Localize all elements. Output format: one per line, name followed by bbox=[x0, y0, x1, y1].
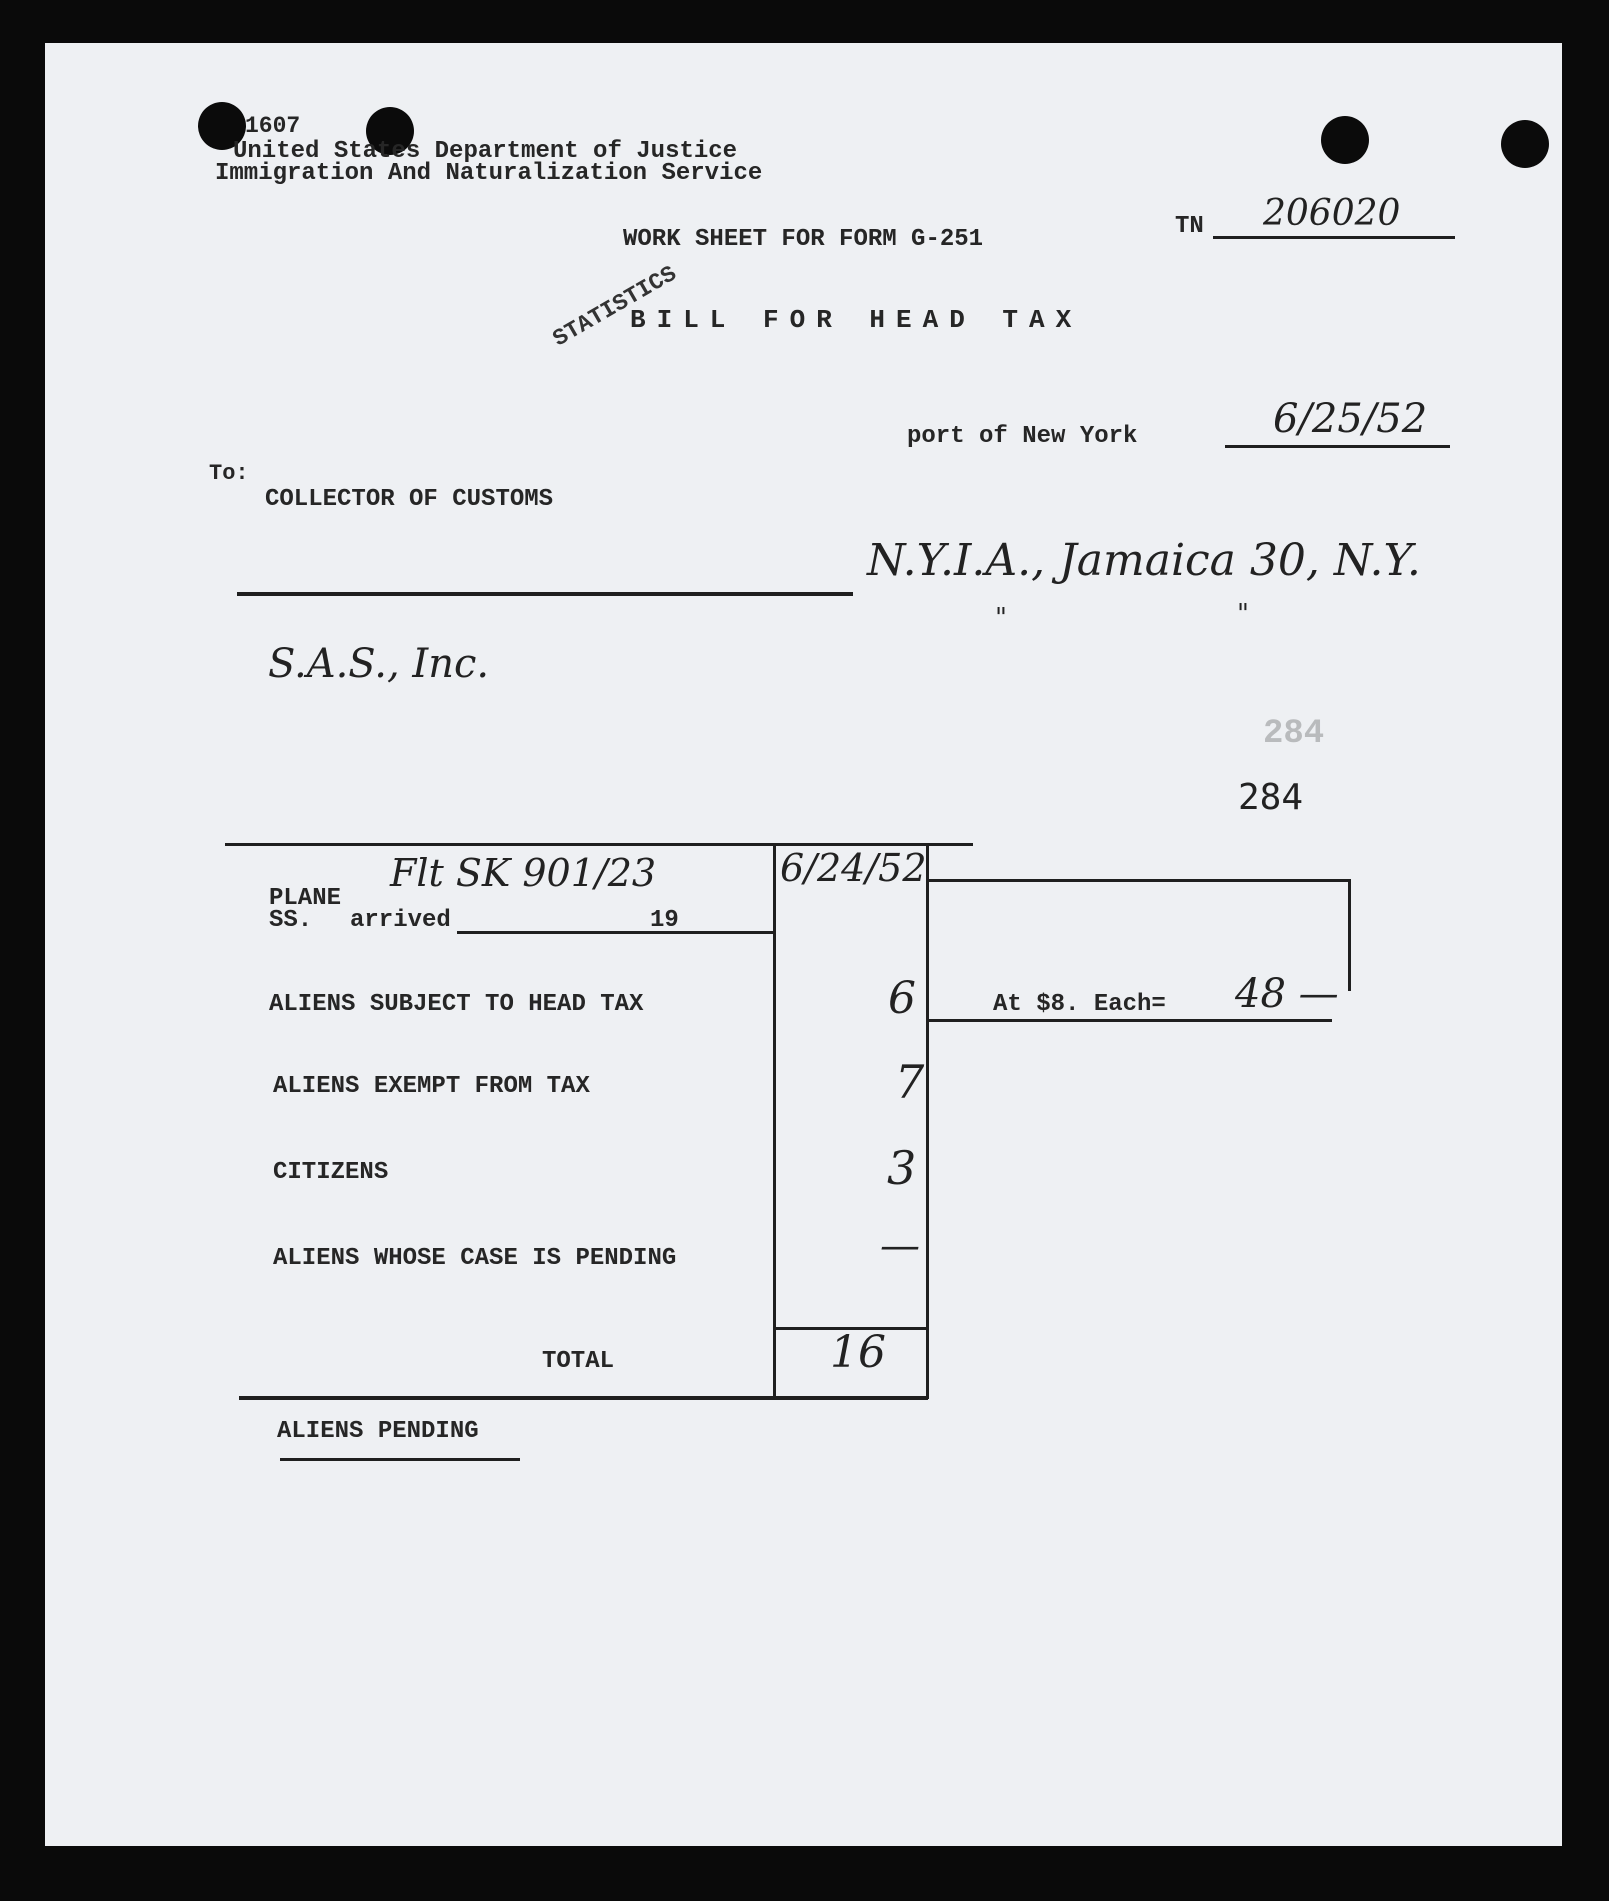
punch-hole-4 bbox=[1501, 120, 1549, 168]
agency-line-1: United States Department of Justice bbox=[233, 138, 738, 165]
port-date-underline bbox=[1225, 445, 1450, 448]
address-underline bbox=[237, 592, 853, 596]
year-prefix: 19 bbox=[650, 907, 679, 934]
collector-of-customs: COLLECTOR OF CUSTOMS bbox=[265, 486, 554, 513]
stamped-number: 284 bbox=[1238, 777, 1304, 818]
worksheet-title: WORK SHEET FOR FORM G-251 bbox=[623, 226, 984, 253]
rate-label: At $8. Each= bbox=[993, 991, 1166, 1018]
to-label: To: bbox=[209, 461, 249, 486]
row-label-pending: ALIENS WHOSE CASE IS PENDING bbox=[273, 1245, 677, 1272]
faint-stamped-number: 284 bbox=[1263, 715, 1325, 753]
ditto-mark-1: " bbox=[995, 603, 1007, 633]
total-value-handwritten: 16 bbox=[830, 1327, 886, 1378]
tn-number-handwritten: 206020 bbox=[1263, 193, 1401, 234]
row-value-citizens: 3 bbox=[887, 1141, 917, 1195]
tn-underline bbox=[1213, 236, 1455, 239]
arrived-underline bbox=[457, 931, 775, 934]
form-number: 1607 bbox=[245, 113, 301, 139]
row-label-citizens: CITIZENS bbox=[273, 1159, 389, 1186]
rate-amount-handwritten: 48 — bbox=[1235, 971, 1339, 1017]
total-label: TOTAL bbox=[542, 1348, 615, 1375]
port-date-handwritten: 6/25/52 bbox=[1273, 396, 1428, 442]
row-label-exempt: ALIENS EXEMPT FROM TAX bbox=[273, 1073, 590, 1100]
carrier-handwritten: S.A.S., Inc. bbox=[268, 641, 490, 687]
location-handwritten: N.Y.I.A., Jamaica 30, N.Y. bbox=[867, 535, 1421, 586]
bill-title: BILL FOR HEAD TAX bbox=[630, 305, 1083, 335]
arrival-date-handwritten: 6/24/52 bbox=[780, 846, 927, 890]
agency-line-2: Immigration And Naturalization Service bbox=[215, 160, 763, 187]
aliens-pending-underline bbox=[280, 1458, 520, 1461]
document-page bbox=[45, 43, 1562, 1846]
plane-flight-handwritten: Flt SK 901/23 bbox=[390, 851, 657, 895]
row-value-exempt: 7 bbox=[895, 1055, 925, 1109]
statistics-stamp: STATISTICS bbox=[548, 260, 682, 353]
ditto-mark-2: " bbox=[1237, 599, 1249, 629]
table-divider-right bbox=[926, 843, 929, 1399]
row-label-subject-to-tax: ALIENS SUBJECT TO HEAD TAX bbox=[269, 991, 644, 1018]
port-label: port of New York bbox=[907, 423, 1138, 450]
rate-box-right bbox=[1348, 879, 1351, 991]
arrived-label: arrived bbox=[350, 907, 451, 934]
table-bottom-rule bbox=[239, 1396, 928, 1400]
aliens-pending-label: ALIENS PENDING bbox=[277, 1418, 479, 1445]
row-value-subject-to-tax: 6 bbox=[888, 973, 916, 1024]
tn-label: TN bbox=[1175, 213, 1204, 240]
rate-box-top bbox=[928, 879, 1348, 882]
plane-label: PLANE bbox=[269, 885, 342, 912]
rate-underline bbox=[928, 1019, 1332, 1022]
row-value-pending: — bbox=[880, 1223, 920, 1269]
ss-label: SS. bbox=[269, 907, 313, 934]
punch-hole-3 bbox=[1321, 116, 1369, 164]
table-divider-left bbox=[773, 843, 776, 1399]
